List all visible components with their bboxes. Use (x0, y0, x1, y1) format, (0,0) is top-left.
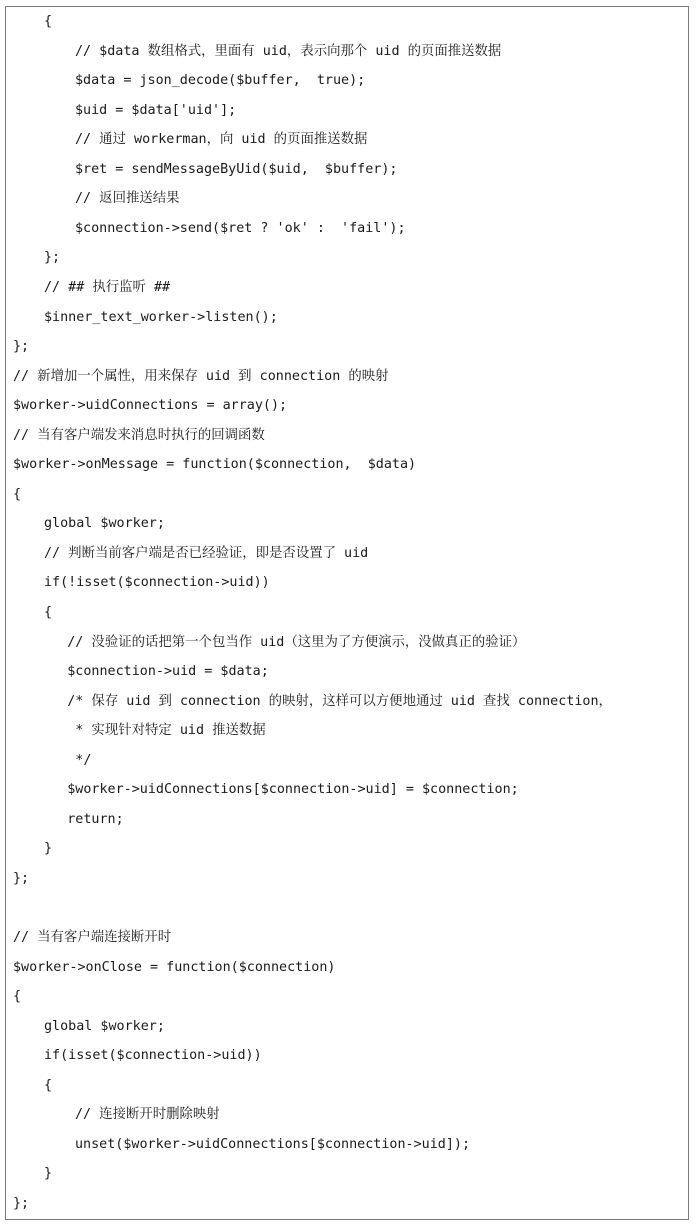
code-line: }; (13, 339, 30, 355)
code-line: $uid = $data['uid']; (75, 102, 237, 118)
code-line: unset($worker->uidConnections[$connection->uid]); (75, 1136, 471, 1152)
code-line: // 当有客户端发来消息时执行的回调函数 (13, 427, 265, 443)
code-line: { (44, 605, 53, 620)
code-line: * 实现针对特定 uid 推送数据 (67, 723, 266, 739)
code-line: */ (67, 752, 92, 768)
code-line: $data = json_decode($buffer, true); (75, 73, 366, 89)
code-line: // ## 执行监听 ## (44, 279, 171, 295)
code-line: { (13, 989, 22, 1005)
code-line: // 连接断开时删除映射 (75, 1107, 220, 1123)
code-line: // 没验证的话把第一个包当作 uid（这里为了方便演示，没做真正的验证） (67, 634, 526, 650)
code-line: } (44, 841, 53, 857)
code-line: { (44, 14, 53, 29)
code-listing (5, 6, 689, 1220)
code-line: return; (67, 811, 124, 827)
code-line: if(!isset($connection->uid)) (44, 575, 270, 591)
code-line: $worker->uidConnections = array(); (13, 398, 288, 414)
code-line: $connection->send($ret ? 'ok' : 'fail'); (75, 220, 406, 236)
code-line: { (44, 1077, 53, 1093)
code-line: // 判断当前客户端是否已经验证，即是否设置了 uid (44, 545, 369, 561)
code-line: $worker->onMessage = function($connection, $data) (13, 457, 417, 473)
code-line: }; (44, 250, 61, 266)
code-line: // $data 数组格式，里面有 uid，表示向那个 uid 的页面推送数据 (75, 43, 502, 59)
code-line: // 新增加一个属性，用来保存 uid 到 connection 的映射 (13, 368, 389, 384)
code-line: $worker->uidConnections[$connection->uid] = $connection; (67, 782, 519, 798)
code-line: // 当有客户端连接断开时 (13, 930, 172, 946)
code-line: $worker->onClose = function($connection) (13, 959, 336, 975)
code-line: /* 保存 uid 到 connection 的映射，这样可以方便地通过 uid 查找 connection， (67, 693, 612, 709)
code-line: } (44, 1166, 53, 1182)
code-line: global $worker; (44, 516, 165, 532)
code-line: }; (13, 870, 30, 886)
code-line: $ret = sendMessageByUid($uid, $buffer); (75, 161, 398, 177)
code-line: // 通过 workerman，向 uid 的页面推送数据 (75, 132, 368, 148)
code-line: $connection->uid = $data; (67, 664, 269, 680)
code-line: $inner_text_worker->listen(); (44, 309, 278, 325)
code-line: global $worker; (44, 1018, 165, 1034)
code-line: }; (13, 1196, 30, 1211)
code-line: { (13, 486, 22, 502)
code-line: // 返回推送结果 (75, 191, 180, 207)
code-line: if(isset($connection->uid)) (44, 1048, 262, 1064)
